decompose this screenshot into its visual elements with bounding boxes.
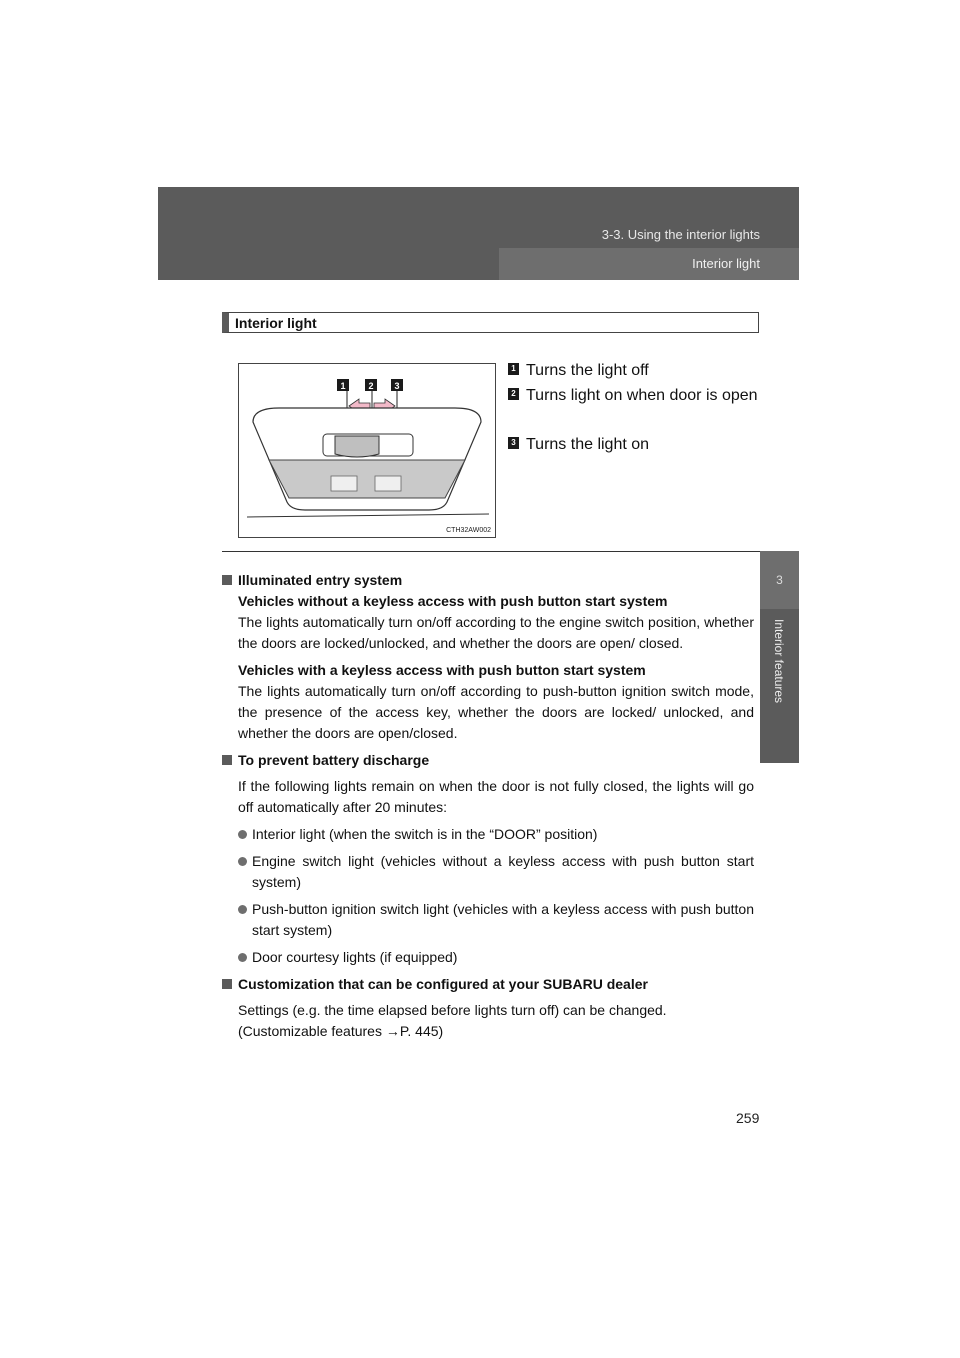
figure-code: CTH32AW002 [446,527,491,534]
marker-2-label: 2 [368,381,374,391]
bullet-dot-icon [238,830,247,839]
notes-content [222,570,754,1042]
page-number: 259 [736,1110,760,1126]
body-battery: If the following lights remain on when the door is not fully closed, the lights will go off automatically after 20 minutes: [238,778,754,815]
body-with-keyless: The lights automatically turn on/off according to push-button ignition switch mode, the presence of the access key, whether the doors are locked/ unlocked, and whether the doors are open/closed. [238,683,754,741]
legend-marker-3: 3 [508,437,519,449]
header-section-title: 3-3. Using the interior lights [601,227,760,242]
chapter-number: 3 [760,551,799,609]
legend-marker-2: 2 [508,388,519,400]
bullet-engine-switch: Engine switch light (vehicles without a keyless access with push button start system) [222,851,754,893]
heading-customization: Customization that can be configured at your SUBARU dealer [222,974,754,995]
chapter-label: Interior features [772,619,786,704]
body-customization: Settings (e.g. the time elapsed before lights turn off) can be changed. [238,1002,667,1018]
marker-3-label: 3 [394,381,400,391]
bullet-door-courtesy: Door courtesy lights (if equipped) [222,947,754,968]
section-title: Interior light [235,315,317,331]
interior-light-illustration [239,364,495,537]
page-header [158,187,799,280]
section-divider [222,551,760,552]
light-lens [269,460,465,498]
bullet-dot-icon [238,857,247,866]
bullet-interior-light: Interior light (when the switch is in the “DOOR” position) [222,824,754,845]
heading-battery: To prevent battery discharge [222,750,754,771]
chapter-side-tab [760,551,799,763]
sub-with-keyless: Vehicles with a keyless access with push button start system [238,662,646,678]
marker-1-label: 1 [340,381,346,391]
legend-marker-1: 1 [508,363,519,375]
bullet-dot-icon [238,905,247,914]
legend-text-1: Turns the light off [526,362,649,379]
legend-text-3: Turns the light on [526,436,650,453]
customization-reference: (Customizable features →P. 445) [238,1023,444,1039]
sub-without-keyless: Vehicles without a keyless access with push button start system [238,593,668,609]
header-subsection-title: Interior light [692,256,760,271]
body-without-keyless: The lights automatically turn on/off according to the engine switch position, whether the doors are locked/unlocked, and whether the doors are open/ closed. [238,614,754,651]
header-subsection-bar [499,248,799,280]
light-switch-knob [335,436,379,457]
section-title-bar [222,312,759,333]
interior-light-figure [238,363,496,538]
heading-entry: Illuminated entry system [222,570,754,591]
bullet-push-button: Push-button ignition switch light (vehicles with a keyless access with push button start system) [222,899,754,941]
bullet-dot-icon [238,953,247,962]
legend-text-2: Turns light on when door is open [526,387,758,404]
